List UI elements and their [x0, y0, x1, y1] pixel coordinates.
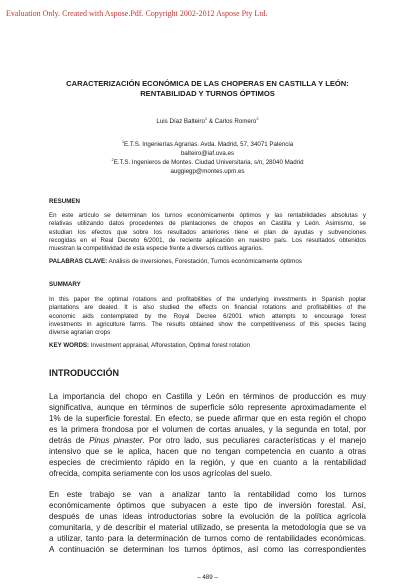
intro-line: En este trabajo se van a analizar tanto la rentabilidad como los turnos: [49, 490, 366, 499]
palabras-clave-label: PALABRAS CLAVE:: [49, 258, 108, 265]
intro-line: especies de crecimiento rápido en la región, y que en cuanto a la rentabilidad: [49, 458, 366, 467]
summary-line: In this paper the optimal rotations and profitabilities of the underlying investments in Spanish poplar: [49, 296, 366, 303]
intro-line: detrás de Pinus pinaster. Por otro lado, sus peculiares características y el manejo: [49, 436, 366, 445]
summary-line: investments in agriculture farms. The results obtained show the competitiveness of this species facing: [49, 320, 366, 328]
resumen-line: muestran la competitividad de esta especie frente a diversos cultivos agrarios.: [49, 245, 264, 253]
summary-heading: SUMMARY: [49, 281, 81, 288]
authors: [49, 116, 366, 125]
resumen-line: En este artículo se determinan los turnos económicamente óptimos y las rentabilidades absolutas y: [49, 212, 366, 219]
page-number: – 489 –: [197, 574, 218, 581]
resumen-line: estudian los efectos que sobre los resultados anteriores tiene el plan de ayudas y subvenciones: [49, 228, 366, 236]
resumen-heading: RESUMEN: [49, 198, 80, 205]
species-name: Pinus pinaster: [89, 436, 143, 445]
intro-line: La importancia del chopo en Castilla y León en términos de producción es muy: [49, 392, 366, 401]
intro-paragraph-1: [49, 391, 366, 479]
author-separator: &: [207, 118, 215, 126]
affiliation-1-address: E.T.S. Ingenierías Agrarias. Avda. Madrid, 57, 34071 Palencia: [124, 141, 294, 149]
author-1: Luis Díaz Balteiro: [156, 118, 205, 126]
author-2-sup: 2: [256, 116, 259, 121]
intro-line: comunitaria, y de describir el material utilizado, se presenta la metodología que se va: [49, 523, 366, 532]
key-words-label: KEY WORDS:: [49, 342, 90, 349]
summary-line: plantations are dealed. It is also studied the effects on financial rotations and profitabilities of the: [49, 304, 366, 312]
author-2: Carlos Romero: [214, 118, 257, 126]
affiliation-2: [49, 156, 366, 176]
intro-line: 1% de la superficie forestal. En efecto, se puede afirmar que en esta región el chopo: [49, 414, 366, 423]
intro-line: significativa, aunque en términos de superficie sólo represente aproximadamente el: [49, 403, 366, 412]
affiliation-2-sup: 2: [111, 157, 114, 162]
palabras-clave-text: Análisis de inversiones, Forestación, Turnos económicamente óptimos: [107, 258, 302, 265]
resumen-text: [49, 212, 366, 253]
affiliation-2-address: E.T.S. Ingenieros de Montes. Ciudad Universitaria, s/n, 28040 Madrid: [113, 159, 304, 167]
resumen-line: relativas utilizando datos procedentes de plantaciones de chopos en Castilla y León. Asimismo, se: [49, 220, 366, 228]
summary-line: economic aids contemplated by the Royal Decree 6/2001 which attempts to encourage forest: [49, 312, 366, 320]
key-words-text: Investment appraisal, Afforestation, Optimal forest rotation: [89, 342, 250, 349]
watermark: Evaluation Only. Created with Aspose.Pdf. Copyright 2002-2012 Aspose Pty Ltd.: [6, 9, 268, 18]
introduccion-heading: INTRODUCCIÓN: [49, 368, 119, 378]
intro-line: ofrecida, compita seriamente con los usos agrícolas del suelo.: [49, 469, 273, 478]
intro-line: A continuación se determinan los turnos óptimos, así como las correspondientes: [49, 545, 366, 554]
summary-text: [49, 296, 366, 337]
summary-line: diverse agrarian crops: [49, 329, 111, 337]
author-1-sup: 1: [204, 116, 208, 121]
palabras-clave: [49, 258, 302, 265]
key-words: [49, 342, 250, 349]
title-line-2: RENTABILIDAD Y TURNOS ÓPTIMOS: [140, 89, 275, 98]
intro-line: después de unas ideas introductorias sobre la evolución de la política agrícola: [49, 512, 366, 521]
resumen-line: recogidas en el Real Decreto 6/2001, de reciente aplicación en nuestro país. Los resultados obtenidos: [49, 236, 366, 244]
intro-paragraph-2: [49, 489, 366, 555]
intro-line: a utilizar, tanto para la determinación de turnos como de rentabilidades económicas.: [49, 534, 366, 543]
affiliation-1-sup: 1: [121, 139, 125, 144]
title-line-1: CARACTERIZACIÓN ECONÓMICA DE LAS CHOPERAS EN CASTILLA Y LEÓN:: [66, 79, 349, 88]
intro-line: económicamente óptimos que subyacen a este tipo de inversión forestal. Así,: [49, 501, 366, 510]
affiliation-2-email: auggiegp@montes.upm.es: [170, 167, 245, 175]
intro-line: intensivo que se le aplica, hacen que no tengan competencia en cuanto a otras: [49, 447, 366, 456]
affiliation-1-email: balteiro@iaf.uva.es: [180, 149, 235, 157]
intro-line: es la primera frondosa por el volumen de cortas anuales, y la segunda en total, por: [49, 425, 366, 434]
paper-title: [49, 79, 366, 99]
